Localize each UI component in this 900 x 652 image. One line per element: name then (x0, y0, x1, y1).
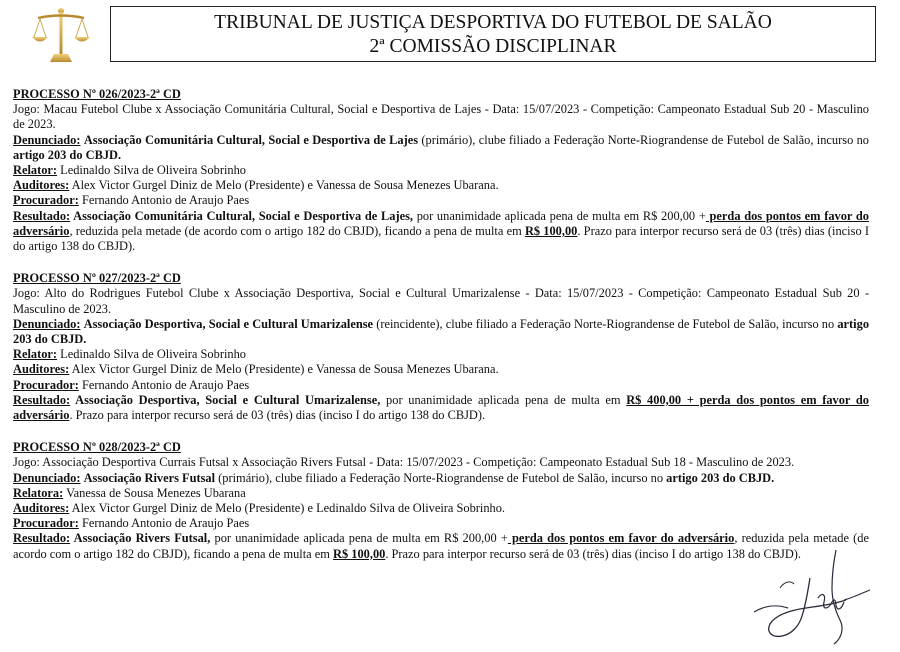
denunciado-line (13, 471, 869, 486)
denunciado-line (13, 133, 869, 163)
process-028 (13, 440, 869, 562)
denunciado-text: (primário), clube filiado a Federação Norte-Riograndense de Futebol de Salão, incurso no (215, 470, 667, 485)
resultado-line (13, 531, 869, 561)
relator-line (13, 347, 869, 362)
auditores-label: Auditores: (13, 178, 70, 193)
relator-label: Relator: (13, 163, 58, 178)
relator-name: Ledinaldo Silva de Oliveira Sobrinho (57, 347, 246, 362)
denunciado-label: Denunciado: (13, 132, 81, 147)
procurador-label: Procurador: (13, 377, 79, 392)
resultado-perda: perda dos pontos em favor do adversário (13, 208, 869, 238)
process-026 (13, 87, 869, 254)
process-027 (13, 271, 869, 423)
page-title: TRIBUNAL DE JUSTIÇA DESPORTIVA DO FUTEBOL DE SALÃO (214, 12, 772, 33)
denunciado-artigo: artigo 203 do CBJD. (13, 147, 122, 162)
resultado-name: Associação Desportiva, Social e Cultural Umarizalense, (70, 392, 381, 407)
relator-name: Ledinaldo Silva de Oliveira Sobrinho (57, 163, 246, 178)
auditores-names: Alex Victor Gurgel Diniz de Melo (Presidente) e Vanessa de Sousa Menezes Ubarana. (69, 362, 499, 377)
resultado-text-3: . Prazo para interpor recurso será de 03 (três) dias (inciso I do artigo 138 do CBJD). (13, 223, 869, 254)
relator-line (13, 163, 869, 178)
denunciado-text: (reincidente), clube filiado a Federação Norte-Riograndense de Futebol de Salão, incurso no (373, 316, 838, 331)
resultado-text-1: por unanimidade aplicada pena de multa em R$ 200,00 + (413, 208, 706, 223)
auditores-names: Alex Victor Gurgel Diniz de Melo (Presidente) e Vanessa de Sousa Menezes Ubarana. (69, 178, 499, 193)
denunciado-artigo: artigo 203 do CBJD. (666, 470, 775, 485)
resultado-text-3: . Prazo para interpor recurso será de 03 (três) dias (inciso I do artigo 138 do CBJD). (385, 546, 801, 561)
auditores-names: Alex Victor Gurgel Diniz de Melo (Presidente) e Ledinaldo Silva de Oliveira Sobrinho. (69, 501, 506, 516)
auditores-line (13, 501, 869, 516)
relatora-name: Vanessa de Sousa Menezes Ubarana (63, 485, 246, 500)
resultado-valor: R$ 400,00 + perda dos pontos em favor do adversário (13, 392, 869, 423)
resultado-text-2: , reduzida pela metade (de acordo com o artigo 182 do CBJD), ficando a pena de multa em (13, 531, 869, 561)
denunciado-text: (primário), clube filiado a Federação Norte-Riograndense de Futebol de Salão, incurso no (418, 132, 869, 147)
denunciado-name: Associação Desportiva, Social e Cultural Umarizalense (83, 316, 374, 331)
page-subtitle: 2ª COMISSÃO DISCIPLINAR (369, 36, 617, 57)
process-title: PROCESSO Nº 026/2023-2ª CD (13, 87, 181, 101)
signature-icon (750, 548, 875, 648)
denunciado-line (13, 317, 869, 347)
auditores-line (13, 362, 869, 377)
denunciado-label: Denunciado: (13, 316, 81, 331)
document-body (13, 87, 869, 579)
denunciado-artigo: artigo 203 do CBJD. (13, 316, 870, 347)
auditores-line (13, 178, 869, 193)
process-title: PROCESSO Nº 028/2023-2ª CD (13, 440, 181, 455)
resultado-valor: R$ 100,00 (333, 546, 386, 561)
denunciado-label: Denunciado: (13, 470, 81, 485)
procurador-name: Fernando Antonio de Araujo Paes (78, 516, 250, 531)
resultado-name: Associação Rivers Futsal, (70, 531, 211, 546)
process-title: PROCESSO Nº 027/2023-2ª CD (13, 271, 181, 286)
procurador-line (13, 516, 869, 531)
resultado-text-1: por unanimidade aplicada pena de multa em (380, 392, 627, 407)
resultado-valor: R$ 100,00 (524, 223, 578, 238)
resultado-perda: perda dos pontos em favor do adversário (507, 531, 735, 546)
jogo-line: Jogo: Macau Futebol Clube x Associação Comunitária Cultural, Social e Desportiva de Lajes - Data: 15/07/2023 - Competição: Campeonato Estadual Sub 20 - Masculino de 2023. (13, 102, 869, 132)
auditores-label: Auditores: (13, 362, 70, 377)
procurador-line (13, 193, 869, 208)
procurador-label: Procurador: (13, 516, 79, 531)
resultado-text-1: por unanimidade aplicada pena de multa em R$ 200,00 + (210, 531, 508, 546)
denunciado-name: Associação Comunitária Cultural, Social e Desportiva de Lajes (83, 132, 419, 147)
procurador-name: Fernando Antonio de Araujo Paes (78, 377, 250, 392)
procurador-line (13, 378, 869, 393)
header-box (110, 6, 876, 62)
resultado-text-2: , reduzida pela metade (de acordo com o artigo 182 do CBJD), ficando a pena de multa em (69, 223, 525, 238)
procurador-name: Fernando Antonio de Araujo Paes (78, 193, 250, 208)
resultado-name: Associação Comunitária Cultural, Social e Desportiva de Lajes, (70, 208, 413, 223)
resultado-line (13, 209, 869, 255)
resultado-label: Resultado: (13, 392, 71, 407)
scales-of-justice-icon (28, 4, 94, 64)
auditores-label: Auditores: (13, 501, 70, 516)
resultado-line (13, 393, 869, 423)
relatora-label: Relatora: (13, 485, 64, 500)
jogo-line: Jogo: Associação Desportiva Currais Futsal x Associação Rivers Futsal - Data: 15/07/2023 - Competição: Campeonato Estadual Sub 18 - Masculino de 2023. (13, 455, 795, 470)
relatora-line (13, 486, 869, 501)
procurador-label: Procurador: (13, 193, 79, 208)
denunciado-name: Associação Rivers Futsal (83, 470, 216, 485)
jogo-line: Jogo: Alto do Rodrigues Futebol Clube x Associação Desportiva, Social e Cultural Umarizalense - Data: 15/07/2023 - Competição: Campeonato Estadual Sub 20 - Masculino de 2023. (13, 286, 869, 316)
relator-label: Relator: (13, 347, 58, 362)
resultado-label: Resultado: (13, 531, 71, 546)
resultado-text-3: . Prazo para interpor recurso será de 03 (três) dias (inciso I do artigo 138 do CBJD). (69, 408, 486, 423)
resultado-label: Resultado: (13, 208, 71, 223)
